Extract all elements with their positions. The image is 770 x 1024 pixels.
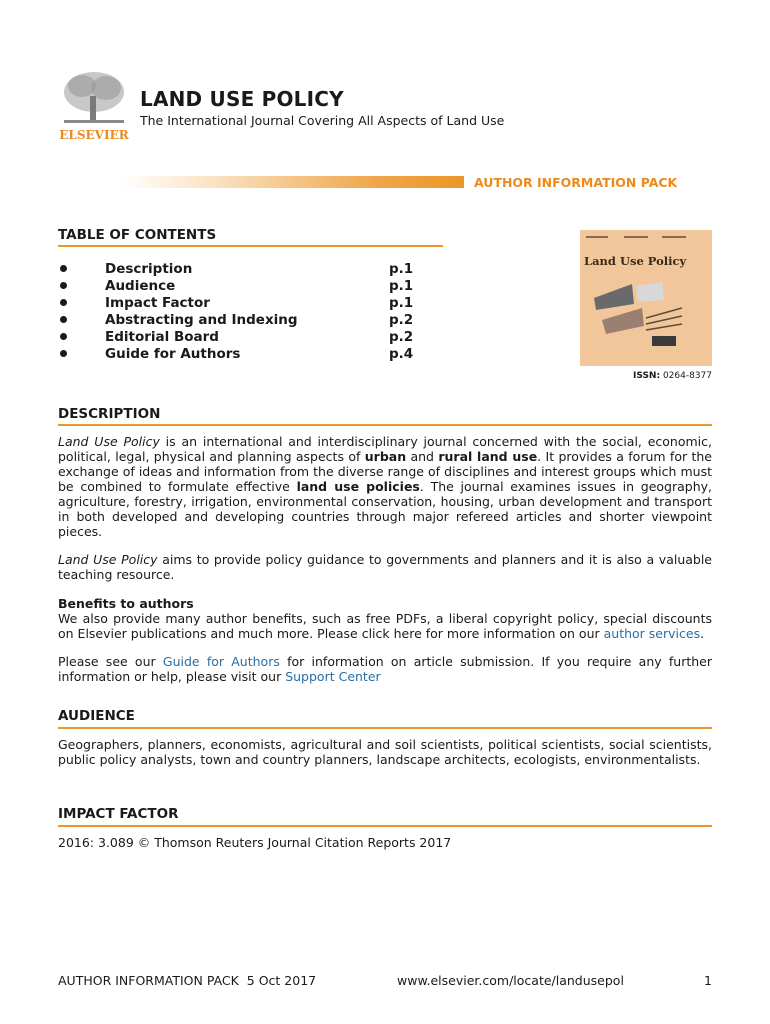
impact-factor-heading: IMPACT FACTOR [58, 806, 179, 822]
bullet-icon [60, 316, 67, 323]
toc-item-page: p.1 [389, 295, 414, 311]
bullet-icon [60, 282, 67, 289]
issn-value: 0264-8377 [662, 371, 712, 381]
guide-paragraph: Please see our Guide for Authors for information on article submission. If you require any further information or help, please visit our Support Center [58, 654, 712, 684]
benefits-paragraph: We also provide many author benefits, such as free PDFs, a liberal copyright policy, special discounts on Elsevier publications and much more. Please click here for more information on our author services. [58, 611, 712, 641]
support-center-link[interactable]: Support Center [285, 669, 381, 684]
guide-for-authors-link[interactable]: Guide for Authors [162, 654, 280, 669]
toc-item-label: Description [105, 261, 193, 277]
toc-item-editorial-board[interactable] [58, 329, 438, 346]
toc-item-abstracting[interactable] [58, 312, 438, 329]
header-gradient-bar [120, 176, 464, 188]
description-heading: DESCRIPTION [58, 406, 161, 422]
journal-cover-image [580, 230, 712, 366]
toc-item-page: p.2 [389, 312, 414, 328]
impact-factor-divider [58, 825, 712, 827]
toc-item-description[interactable] [58, 261, 438, 278]
toc-divider [58, 245, 443, 247]
issn-label: ISSN: [633, 371, 661, 381]
footer-pack-date: AUTHOR INFORMATION PACK 5 Oct 2017 [58, 973, 317, 988]
toc-item-label: Guide for Authors [105, 346, 241, 362]
toc-item-guide-for-authors[interactable] [58, 346, 438, 363]
author-services-link[interactable]: author services [603, 626, 701, 641]
benefits-heading: Benefits to authors [58, 596, 194, 611]
bullet-icon [60, 333, 67, 340]
cover-header-icon [580, 230, 712, 250]
bullet-icon [60, 265, 67, 272]
cover-title: Land Use Policy [584, 254, 687, 268]
footer-url[interactable]: www.elsevier.com/locate/landusepol [397, 973, 624, 988]
toc-item-page: p.1 [389, 261, 414, 277]
issn [580, 371, 712, 381]
journal-subtitle: The International Journal Covering All Aspects of Land Use [140, 113, 505, 128]
description-divider [58, 424, 712, 426]
impact-factor-text: 2016: 3.089 © Thomson Reuters Journal Citation Reports 2017 [58, 835, 452, 850]
toc-item-page: p.1 [389, 278, 414, 294]
bullet-icon [60, 299, 67, 306]
audience-paragraph: Geographers, planners, economists, agricultural and soil scientists, political scientists, social scientists, public policy analysts, town and country planners, landscape architects, ecologists, environmentalists. [58, 737, 712, 767]
elsevier-logo [56, 66, 132, 146]
toc-heading: TABLE OF CONTENTS [58, 227, 217, 243]
policy-guidance-paragraph: Land Use Policy aims to provide policy guidance to governments and planners and it is also a valuable teaching resource. [58, 552, 713, 582]
toc-item-page: p.4 [389, 346, 414, 362]
toc-item-label: Abstracting and Indexing [105, 312, 298, 328]
toc-item-label: Impact Factor [105, 295, 210, 311]
toc-item-page: p.2 [389, 329, 414, 345]
toc-item-label: Editorial Board [105, 329, 219, 345]
toc-item-impact-factor[interactable] [58, 295, 438, 312]
toc-item-audience[interactable] [58, 278, 438, 295]
toc-item-label: Audience [105, 278, 176, 294]
audience-divider [58, 727, 712, 729]
audience-heading: AUDIENCE [58, 708, 135, 724]
cover-landscape-icon [592, 280, 682, 350]
footer-page-number: 1 [704, 973, 712, 988]
journal-title: LAND USE POLICY [140, 87, 344, 111]
author-pack-label: AUTHOR INFORMATION PACK [474, 175, 678, 190]
bullet-icon [60, 350, 67, 357]
logo-wordmark: ELSEVIER [59, 128, 129, 142]
description-paragraph: Land Use Policy is an international and interdisciplinary journal concerned with the social, economic, political, legal, physical and planning aspects of urban and rural land use. It provides a forum for the exchange of ideas and information from the diverse range of disciplines and interest groups which must be combined to formulate effective land use policies. The journal examines issues in geography, agriculture, forestry, irrigation, environmental conservation, housing, urban development and transport in both developed and developing countries through major refereed articles and shorter viewpoint pieces. [58, 434, 713, 539]
